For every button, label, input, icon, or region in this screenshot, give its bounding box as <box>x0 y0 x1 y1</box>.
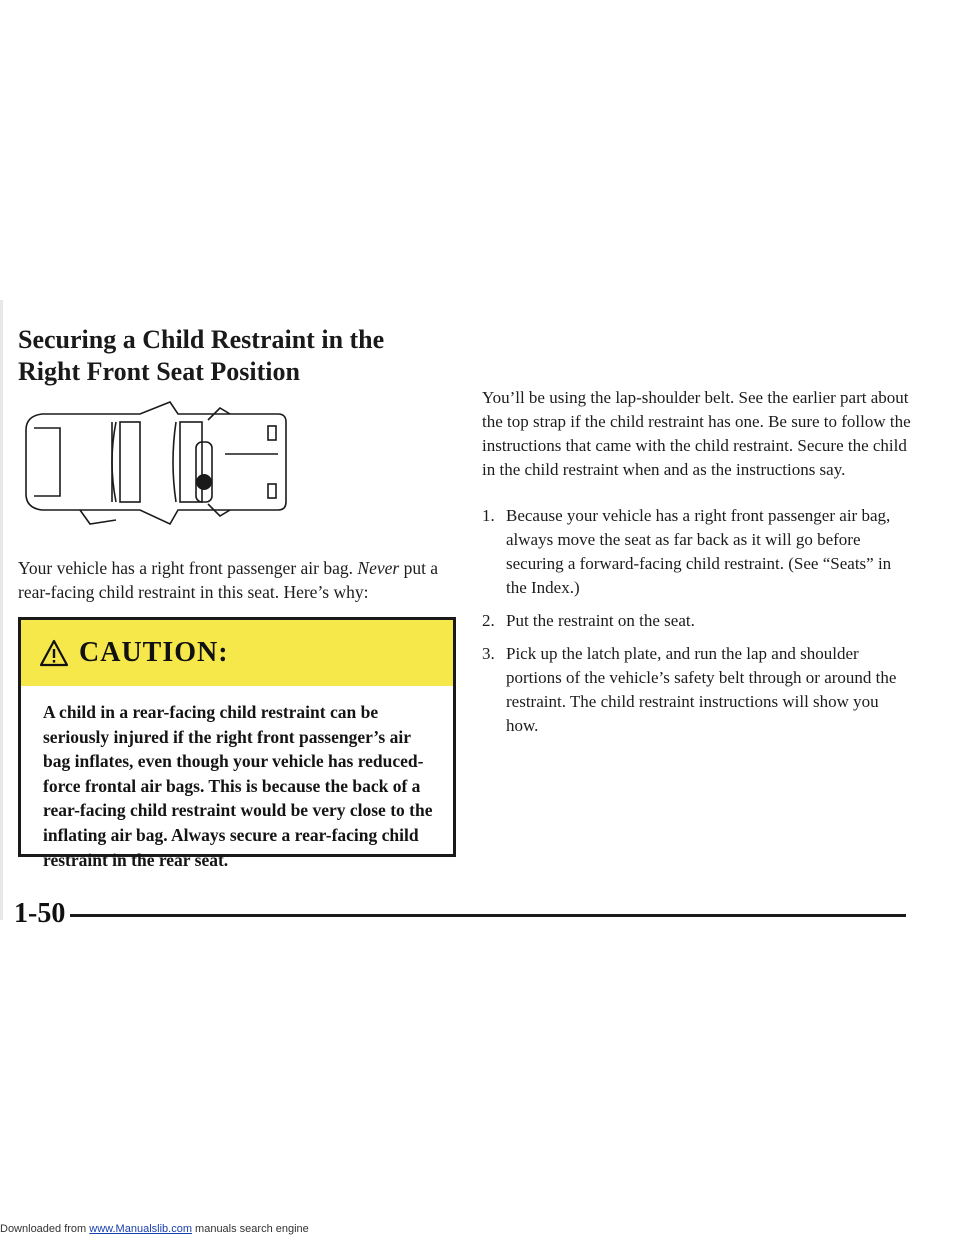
list-item <box>482 504 912 600</box>
section-heading: Securing a Child Restraint in the Right Front Seat Position <box>18 325 385 386</box>
step-text: Because your vehicle has a right front passenger air bag, always move the seat as far back as it will go before securing a forward-facing child restraint. (See “Seats” in the Index.) <box>506 506 892 597</box>
vehicle-seat-diagram <box>20 392 300 532</box>
caution-text: A child in a rear-facing child restraint can be seriously injured if the right front passenger’s air bag inflates, even though your vehicle has reduced-force frontal air bags. This is because the back of a rear-facing child restraint would be very close to the inflating air bag. Always secure a rear-facing child restraint in the rear seat. <box>43 702 433 870</box>
list-item <box>482 642 912 738</box>
list-item <box>482 609 912 633</box>
step-number: 3. <box>482 644 495 663</box>
lap-shoulder-belt-paragraph: You’ll be using the lap-shoulder belt. See the earlier part about the top strap if the child restraint has one. Be sure to follow the instructions that came with the child restraint. Secure the child in the child restraint when and as the instructions say. <box>482 388 911 479</box>
intro-emphasis: Never <box>357 558 400 578</box>
caution-box <box>18 617 456 870</box>
intro-paragraph: Your vehicle has a right front passenger air bag. Never put a rear-facing child restraint in this seat. Here’s why: <box>18 558 439 602</box>
manualslib-link[interactable]: www.Manualslib.com <box>89 1223 192 1235</box>
caution-title: CAUTION: <box>79 637 229 668</box>
step-text: Put the restraint on the seat. <box>506 611 695 630</box>
page-number: 1-50 <box>14 898 66 929</box>
instruction-steps <box>482 504 912 747</box>
caution-header <box>21 620 453 686</box>
download-footer: Downloaded from www.Manualslib.com manuals search engine <box>0 1223 309 1235</box>
warning-triangle-icon <box>39 639 69 667</box>
page-footer-rule <box>70 914 906 917</box>
child-restraint-marker <box>196 474 212 490</box>
step-text: Pick up the latch plate, and run the lap and shoulder portions of the vehicle’s safety belt through or around the restraint. The child restraint instructions will show you how. <box>506 644 897 735</box>
step-number: 1. <box>482 506 495 525</box>
step-number: 2. <box>482 611 495 630</box>
page-edge-shadow <box>0 300 3 920</box>
